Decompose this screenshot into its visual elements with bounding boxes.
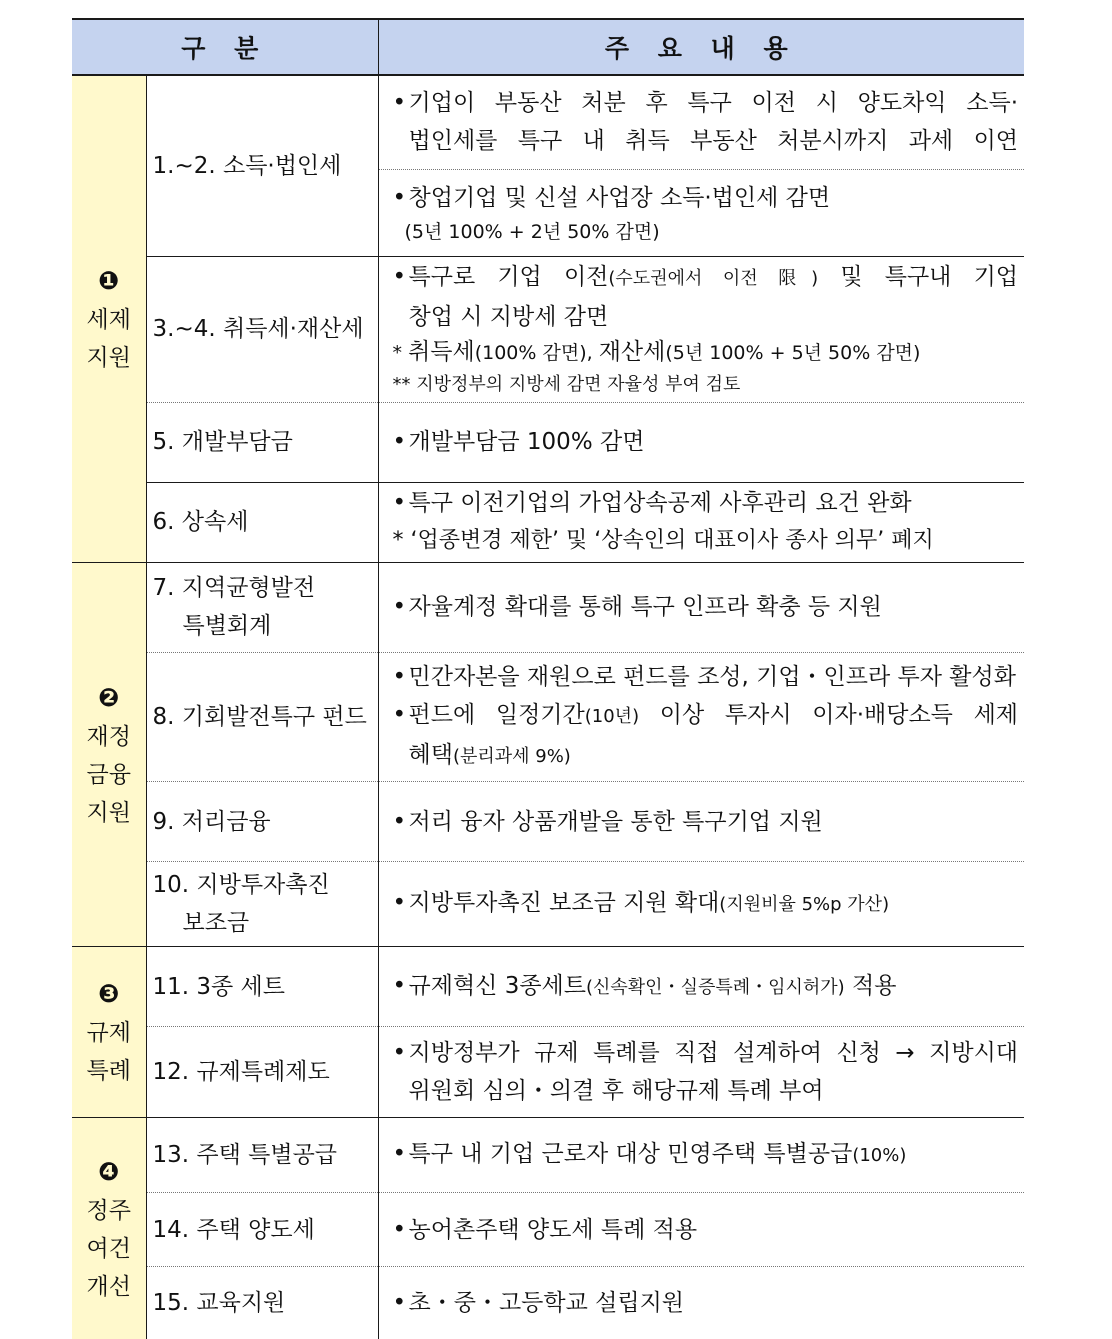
- table-row: [72, 947, 1024, 1027]
- sub-item: 10. 지방투자촉진 보조금: [146, 862, 378, 947]
- sub-item: 14. 주택 양도세: [146, 1193, 378, 1267]
- sub-item: 12. 규제특례제도: [146, 1027, 378, 1118]
- content-cell: • 저리 융자 상품개발을 통한 특구기업 지원: [378, 782, 1024, 862]
- table-row: [72, 75, 1024, 169]
- sub-item: 1.~2. 소득·법인세: [146, 75, 378, 256]
- sub-item: 11. 3종 세트: [146, 947, 378, 1027]
- table-row: [72, 1027, 1024, 1118]
- content-cell: • 특구로 기업 이전(수도권에서 이전 限) 및 특구내 기업 창업 시 지방세 감면 * 취득세(100% 감면), 재산세(5년 100% + 5년 50% 감면) ** 지방정부의 지방세 감면 자율성 부여 검토: [378, 256, 1024, 402]
- sub-item: 6. 상속세: [146, 482, 378, 562]
- circled-number-1-icon: ❶: [98, 266, 120, 295]
- header-category: 구 분: [72, 19, 378, 75]
- group-1-label: ❶ 세제 지원: [72, 75, 146, 563]
- table-row: [72, 482, 1024, 562]
- sub-item: 8. 기회발전특구 펀드: [146, 653, 378, 782]
- sub-item: 13. 주택 특별공급: [146, 1118, 378, 1193]
- content-cell: • 특구 내 기업 근로자 대상 민영주택 특별공급(10%): [378, 1118, 1024, 1193]
- sub-item: 15. 교육지원: [146, 1267, 378, 1339]
- content-cell: • 초・중・고등학교 설립지원: [392, 1289, 685, 1316]
- sub-item: 9. 저리금융: [146, 782, 378, 862]
- group-3-label: ❸ 규제 특례: [72, 947, 146, 1118]
- table-row: [72, 563, 1024, 653]
- table-row: [72, 1193, 1024, 1267]
- content-cell: • 민간자본을 재원으로 펀드를 조성, 기업・인프라 투자 활성화 • 펀드에 일정기간(10년) 이상 투자시 이자·배당소득 세제 혜택(분리과세 9%): [378, 653, 1024, 782]
- table-header-row: [72, 19, 1024, 75]
- circled-number-2-icon: ❷: [98, 682, 120, 712]
- circled-number-3-icon: ❸: [98, 979, 120, 1008]
- circled-number-4-icon: ❹: [98, 1157, 120, 1186]
- table-row: [72, 862, 1024, 947]
- content-cell: • 지방정부가 규제 특례를 직접 설계하여 신청 → 지방시대 위원회 심의・의결 후 해당규제 특례 부여: [378, 1027, 1024, 1118]
- incentive-table: [72, 18, 1024, 1339]
- header-content: 주 요 내 용: [378, 19, 1024, 75]
- table-row: [72, 653, 1024, 782]
- group-2-label: ❷ 재정 금융 지원: [72, 563, 146, 947]
- table-row: [72, 256, 1024, 402]
- content-cell: • 농어촌주택 양도세 특례 적용: [378, 1193, 1024, 1267]
- sub-item: 7. 지역균형발전 특별회계: [146, 563, 378, 653]
- content-cell: • 기업이 부동산 처분 후 특구 이전 시 양도차익 소득· 법인세를 특구 내 취득 부동산 처분시까지 과세 이연: [378, 75, 1024, 169]
- content-cell: • 개발부담금 100% 감면: [378, 402, 1024, 482]
- table-row: [72, 402, 1024, 482]
- table-row: [72, 782, 1024, 862]
- content-cell: • 규제혁신 3종세트(신속확인・실증특례・임시허가) 적용: [378, 947, 1024, 1027]
- content-cell: • 자율계정 확대를 통해 특구 인프라 확충 등 지원: [378, 563, 1024, 653]
- group-4-label: ❹ 정주 여건 개선: [72, 1118, 146, 1339]
- content-cell: • 창업기업 및 신설 사업장 소득·법인세 감면 (5년 100% + 2년 50% 감면): [378, 169, 1024, 256]
- table-row: [72, 1118, 1024, 1193]
- table-row: [72, 1267, 1024, 1339]
- sub-item: 3.~4. 취득세·재산세: [146, 256, 378, 402]
- content-cell: • 특구 이전기업의 가업상속공제 사후관리 요건 완화 * ‘업종변경 제한’ 및 ‘상속인의 대표이사 종사 의무’ 폐지: [378, 482, 1024, 562]
- sub-item: 5. 개발부담금: [146, 402, 378, 482]
- content-cell: • 지방투자촉진 보조금 지원 확대(지원비율 5%p 가산): [378, 862, 1024, 947]
